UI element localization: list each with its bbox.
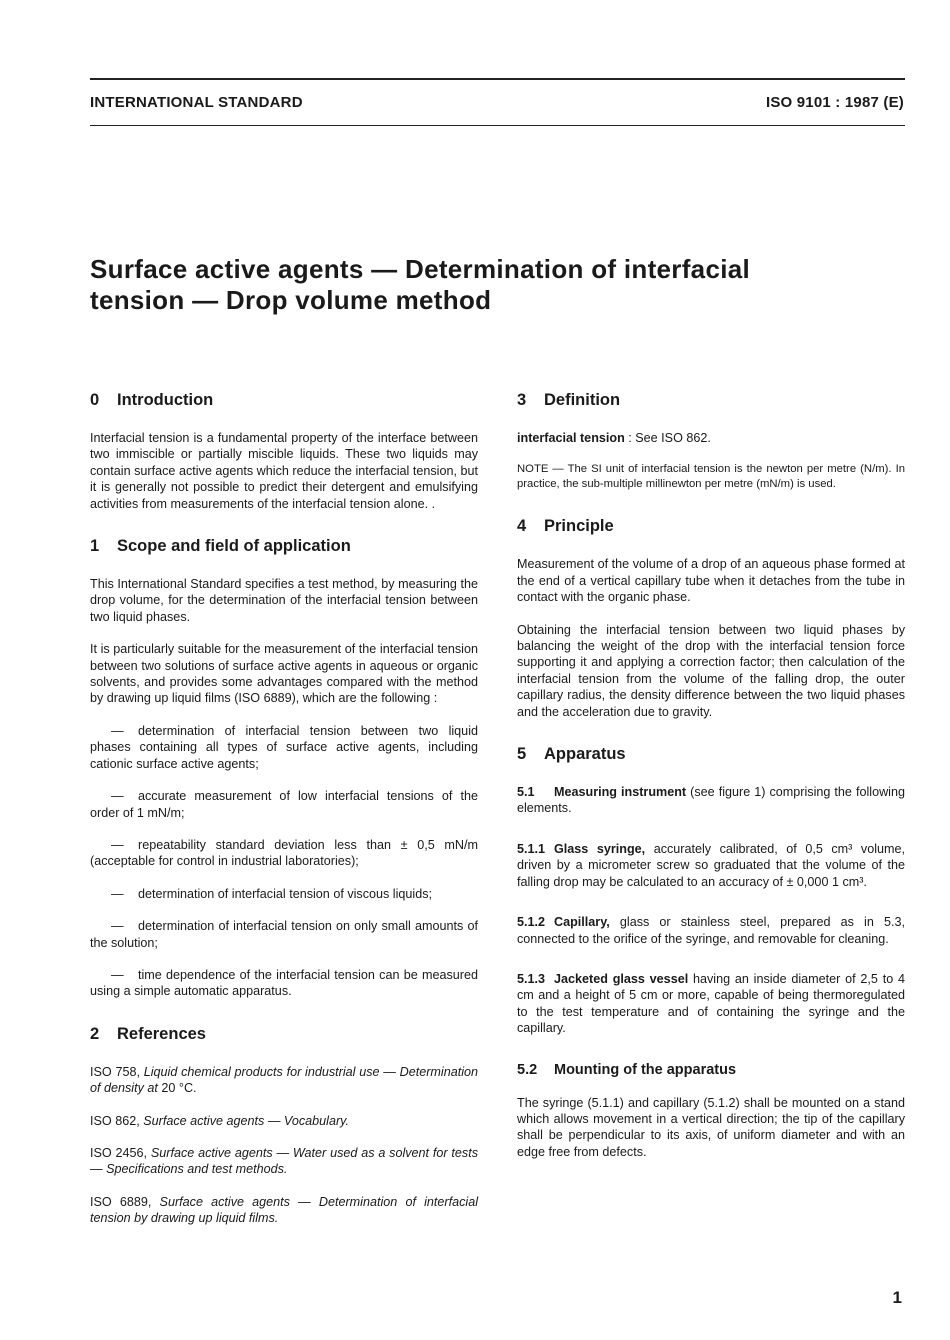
document-title: [90, 254, 890, 316]
page-number: 1: [892, 1288, 902, 1307]
left-column: [90, 390, 478, 1243]
header-top-rule: [90, 78, 905, 80]
reference-item: ISO 758, Liquid chemical products for industrial use — Determination of density at 20 °C.: [90, 1064, 479, 1096]
definition-text: interfacial tension : See ISO 862.: [517, 431, 711, 445]
header-bottom-rule: [90, 125, 905, 126]
header-label: INTERNATIONAL STANDARD: [90, 94, 303, 111]
section-heading-introduction: 0 Introduction: [90, 391, 214, 409]
subsection-heading-mounting: 5.2 Mounting of the apparatus: [517, 1061, 737, 1078]
section-heading-scope: 1 Scope and field of application: [90, 537, 351, 556]
principle-paragraph-1: Measurement of the volume of a drop of an aqueous phase formed at the end of a vertical capillary tube when it detaches from the tube in contact with the organic phase.: [517, 557, 905, 605]
section-heading-definition: 3 Definition: [517, 391, 621, 409]
scope-paragraph-1: This International Standard specifies a test method, by measuring the drop volume, for the determination of the interfacial tension between two liquid phases.: [90, 577, 478, 624]
list-item: — determination of interfacial tension between two liquid phases containing all types of surface active agents, including cationic surface active agents;: [90, 723, 478, 771]
principle-paragraph-2: Obtaining the interfacial tension between two liquid phases by balancing the weight of the drop with the interfacial tension force supporting it and applying a correction factor; then calculation of the interfacial tension from the volume of the falling drop, the outer capillary radius, the density difference between the two liquid phases and the acceleration due to gravity.: [517, 622, 905, 719]
clause-5-1-2: 5.1.2 Capillary, glass or stainless steel, prepared as in 5.3, connected to the orifice of the syringe, and removable for cleaning.: [517, 915, 905, 946]
title-line-2: tension — Drop volume method: [90, 285, 492, 315]
section-heading-apparatus: 5 Apparatus: [517, 745, 626, 764]
scope-paragraph-2: It is particularly suitable for the measurement of the interfacial tension between two solutions of surface active agents in aqueous or organic solvents, and provides some advantages compared with the method by drawing up liquid films (ISO 6889), which are the following :: [90, 642, 478, 706]
clause-5-1-1: 5.1.1 Glass syringe, accurately calibrated, of 0,5 cm³ volume, driven by a micrometer screw so graduated that the volume of the falling drop may be calculated to an accuracy of ± 0,000 1 cm³.: [517, 841, 905, 889]
clause-5-1-3: 5.1.3 Jacketed glass vessel having an inside diameter of 2,5 to 4 cm and a height of 5 cm or more, capable of being thermoregulated to the test temperature and of containing the syringe and the capillary.: [517, 971, 905, 1036]
definition-note: NOTE — The SI unit of interfacial tension is the newton per metre (N/m). In practice, the sub-multiple millinewton per metre (mN/m) is used.: [517, 463, 905, 491]
list-item: — determination of interfacial tension of viscous liquids;: [111, 886, 433, 901]
mounting-text: The syringe (5.1.1) and capillary (5.1.2) shall be mounted on a stand which allows movement in a vertical direction; the tip of the capillary shall be perpendicular to its axis, of uniform diameter and with an edge free from defects.: [517, 1095, 905, 1159]
list-item: — repeatability standard deviation less than ± 0,5 mN/m (acceptable for control in industrial laboratories);: [90, 837, 478, 869]
reference-item: ISO 6889, Surface active agents — Determination of interfacial tension by drawing up liquid films.: [90, 1194, 479, 1226]
list-item: — accurate measurement of low interfacial tensions of the order of 1 mN/m;: [90, 789, 478, 820]
list-item: — determination of interfacial tension on only small amounts of the solution;: [90, 919, 478, 950]
reference-item: ISO 2456, Surface active agents — Water used as a solvent for tests — Specifications and test methods.: [90, 1145, 478, 1177]
clause-5-1: 5.1 Measuring instrument (see figure 1) comprising the following elements.: [517, 785, 905, 816]
section-heading-principle: 4 Principle: [517, 517, 614, 536]
title-line-1: Surface active agents — Determination of interfacial: [90, 254, 751, 284]
standard-number: ISO 9101 : 1987 (E): [765, 94, 904, 111]
section-heading-references: 2 References: [90, 1024, 206, 1043]
list-item: — time dependence of the interfacial tension can be measured using a simple automatic apparatus.: [90, 967, 478, 999]
introduction-text: Interfacial tension is a fundamental property of the interface between two immiscible or partially miscible liquids. These two liquids may contain surface active agents which reduce the interfacial tension, but it is generally not possible to predict their detergent and emulsifying activities from measurements of the interfacial tension alone. .: [90, 431, 478, 511]
reference-item: ISO 862, Surface active agents — Vocabulary.: [90, 1113, 350, 1128]
right-column: [517, 390, 905, 1176]
